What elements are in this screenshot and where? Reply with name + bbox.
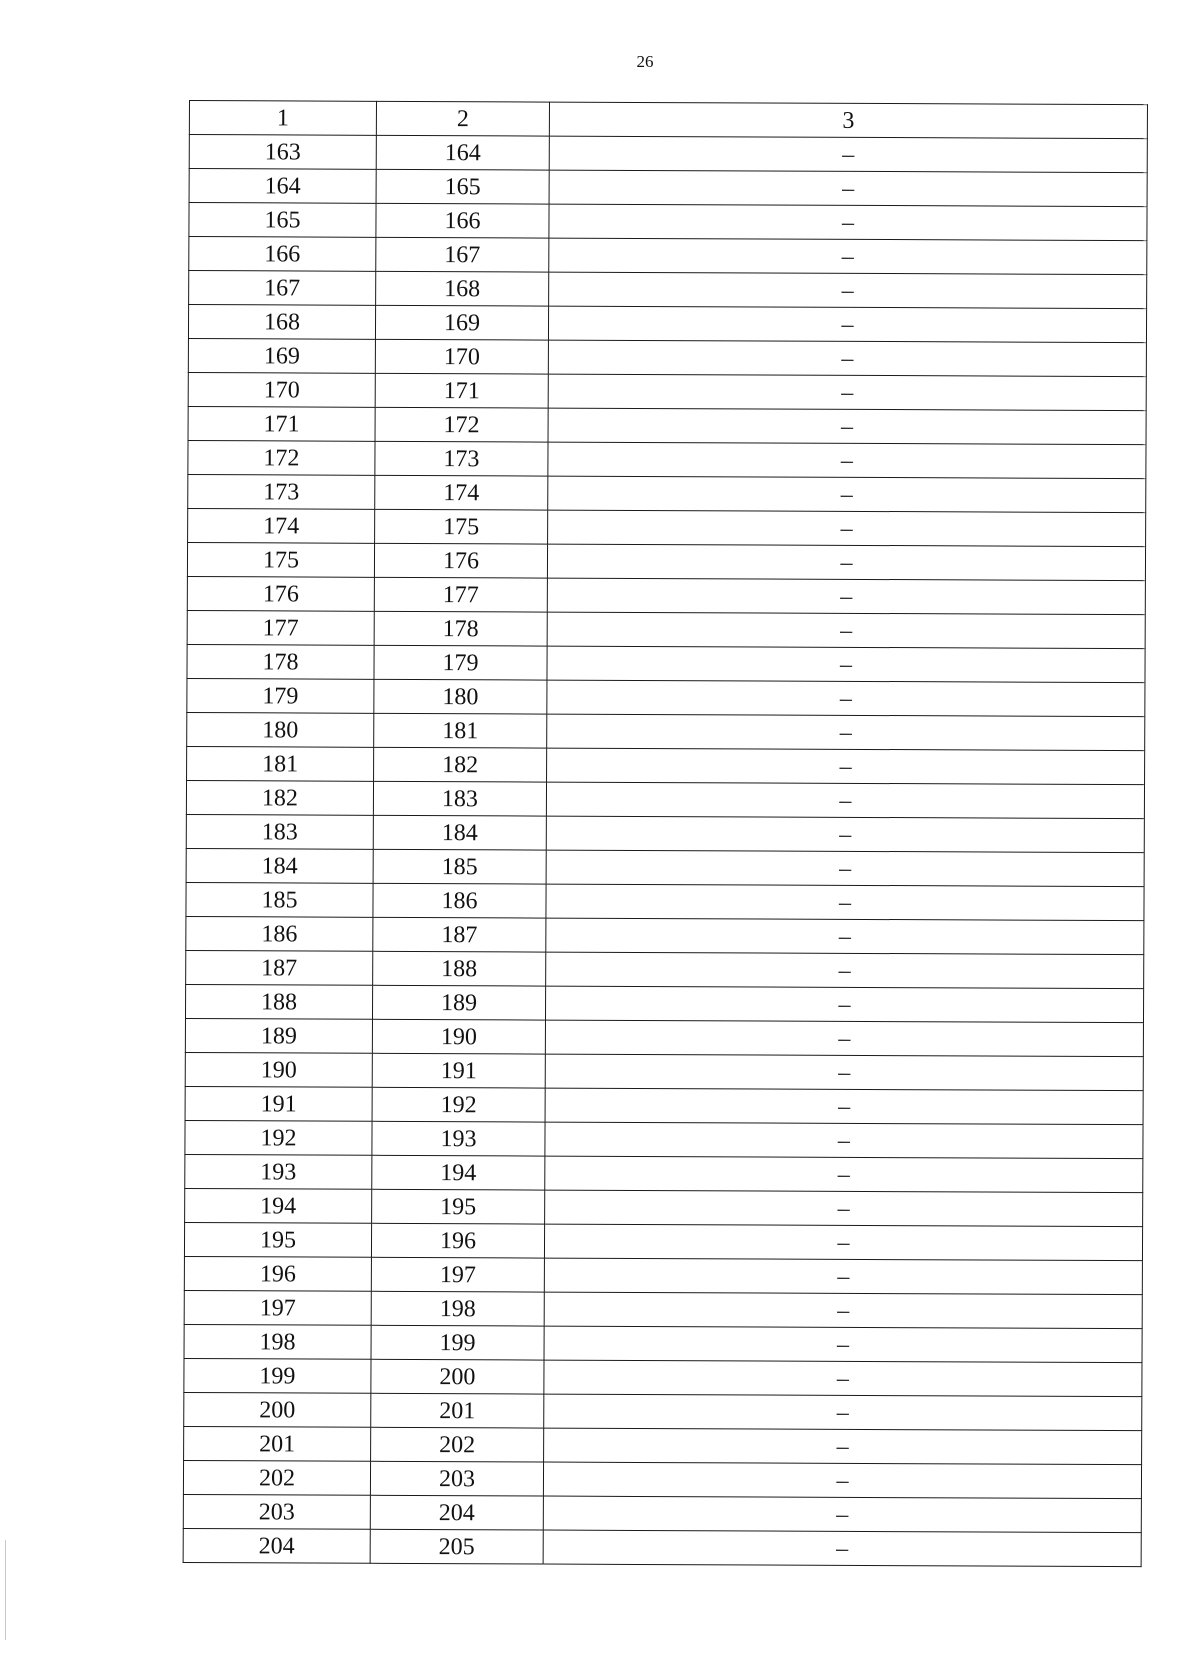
table-row bbox=[187, 746, 1145, 784]
table-cell-col-2: 168 bbox=[376, 271, 549, 306]
table-cell-col-1: 164 bbox=[189, 169, 376, 204]
table-cell-col-3: – bbox=[544, 1394, 1142, 1431]
table-cell-col-3: – bbox=[548, 306, 1146, 343]
table-cell-col-2: 198 bbox=[371, 1291, 544, 1326]
data-table bbox=[183, 100, 1148, 1567]
table-row bbox=[189, 135, 1147, 173]
table-cell-col-3: – bbox=[543, 1530, 1141, 1567]
table-cell-col-2: 169 bbox=[375, 305, 548, 340]
table-cell-col-2: 183 bbox=[373, 781, 546, 816]
table-cell-col-1: 193 bbox=[185, 1154, 372, 1189]
table-cell-col-3: – bbox=[543, 1496, 1141, 1533]
table-row bbox=[187, 678, 1145, 716]
table-cell-col-3: – bbox=[544, 1224, 1142, 1261]
table-row bbox=[184, 1358, 1142, 1396]
table-cell-col-1: 192 bbox=[185, 1120, 372, 1155]
table-row bbox=[188, 305, 1146, 343]
table-cell-col-2: 201 bbox=[371, 1393, 544, 1428]
table-cell-col-3: – bbox=[545, 1122, 1143, 1159]
table-row bbox=[186, 882, 1144, 920]
table-row bbox=[184, 1324, 1142, 1362]
table-cell-col-3: – bbox=[544, 1292, 1142, 1329]
table-cell-col-1: 186 bbox=[186, 916, 373, 951]
column-header-3: 3 bbox=[549, 102, 1147, 139]
table-cell-col-2: 196 bbox=[371, 1223, 544, 1258]
table-cell-col-3: – bbox=[544, 1326, 1142, 1363]
table-cell-col-2: 167 bbox=[376, 237, 549, 272]
table-cell-col-1: 172 bbox=[188, 440, 375, 475]
table-cell-col-1: 184 bbox=[186, 848, 373, 883]
table-cell-col-1: 197 bbox=[184, 1290, 371, 1325]
table-cell-col-2: 188 bbox=[373, 951, 546, 986]
table-cell-col-3: – bbox=[545, 1156, 1143, 1193]
table-cell-col-2: 202 bbox=[371, 1427, 544, 1462]
table-cell-col-2: 166 bbox=[376, 203, 549, 238]
table-cell-col-1: 171 bbox=[188, 406, 375, 441]
table-cell-col-1: 189 bbox=[185, 1018, 372, 1053]
table-row bbox=[186, 814, 1144, 852]
table-cell-col-3: – bbox=[546, 884, 1144, 921]
table-cell-col-3: – bbox=[549, 170, 1147, 207]
table-cell-col-3: – bbox=[547, 612, 1145, 649]
table-cell-col-2: 185 bbox=[373, 849, 546, 884]
table-row bbox=[184, 1392, 1142, 1430]
table-cell-col-2: 184 bbox=[373, 815, 546, 850]
header-row bbox=[189, 101, 1147, 139]
table-cell-col-2: 172 bbox=[375, 407, 548, 442]
table-cell-col-1: 198 bbox=[184, 1324, 371, 1359]
table-cell-col-1: 168 bbox=[188, 305, 375, 340]
table-row bbox=[185, 984, 1143, 1022]
table-cell-col-1: 169 bbox=[188, 338, 375, 373]
table-row bbox=[185, 1018, 1143, 1056]
table-cell-col-1: 190 bbox=[185, 1052, 372, 1087]
table-cell-col-2: 205 bbox=[370, 1529, 543, 1564]
table-cell-col-2: 204 bbox=[370, 1495, 543, 1530]
table-row bbox=[184, 1256, 1142, 1294]
table-cell-col-3: – bbox=[548, 408, 1146, 445]
table-body bbox=[183, 135, 1147, 1567]
table-row bbox=[188, 338, 1146, 376]
table-row bbox=[183, 1460, 1141, 1498]
table-cell-col-2: 170 bbox=[375, 339, 548, 374]
table-cell-col-3: – bbox=[549, 272, 1147, 309]
table-cell-col-3: – bbox=[544, 1428, 1142, 1465]
table-cell-col-3: – bbox=[549, 136, 1147, 173]
table-cell-col-2: 181 bbox=[374, 713, 547, 748]
table-row bbox=[187, 542, 1145, 580]
table-row bbox=[187, 644, 1145, 682]
table-cell-col-3: – bbox=[546, 816, 1144, 853]
table-cell-col-2: 174 bbox=[375, 475, 548, 510]
table-cell-col-1: 187 bbox=[186, 950, 373, 985]
table-cell-col-3: – bbox=[548, 510, 1146, 547]
table-cell-col-2: 186 bbox=[373, 883, 546, 918]
table-row bbox=[187, 610, 1145, 648]
table-cell-col-3: – bbox=[545, 1190, 1143, 1227]
table-row bbox=[183, 1528, 1141, 1566]
table-cell-col-1: 200 bbox=[184, 1392, 371, 1427]
table-cell-col-2: 194 bbox=[372, 1155, 545, 1190]
table-cell-col-2: 200 bbox=[371, 1359, 544, 1394]
table-cell-col-3: – bbox=[548, 442, 1146, 479]
table-cell-col-1: 180 bbox=[187, 712, 374, 747]
table-cell-col-3: – bbox=[548, 340, 1146, 377]
table-cell-col-2: 182 bbox=[374, 747, 547, 782]
table-row bbox=[188, 440, 1146, 478]
table-cell-col-1: 179 bbox=[187, 678, 374, 713]
table-cell-col-2: 179 bbox=[374, 645, 547, 680]
table-cell-col-3: – bbox=[548, 476, 1146, 513]
table-cell-col-3: – bbox=[547, 748, 1145, 785]
table-cell-col-1: 202 bbox=[183, 1460, 370, 1495]
table-cell-col-1: 195 bbox=[184, 1222, 371, 1257]
table-cell-col-1: 177 bbox=[187, 610, 374, 645]
table-row bbox=[189, 271, 1147, 309]
table-row bbox=[188, 508, 1146, 546]
table-cell-col-3: – bbox=[548, 374, 1146, 411]
table-cell-col-3: – bbox=[546, 850, 1144, 887]
table-row bbox=[187, 576, 1145, 614]
table-row bbox=[187, 712, 1145, 750]
table-cell-col-2: 173 bbox=[375, 441, 548, 476]
table-cell-col-1: 182 bbox=[186, 780, 373, 815]
table-row bbox=[186, 780, 1144, 818]
table-cell-col-2: 193 bbox=[372, 1121, 545, 1156]
table-cell-col-1: 176 bbox=[187, 576, 374, 611]
table-cell-col-3: – bbox=[547, 578, 1145, 615]
table-header bbox=[189, 101, 1147, 139]
column-header-2: 2 bbox=[376, 101, 549, 136]
table-row bbox=[185, 1120, 1143, 1158]
table-cell-col-2: 199 bbox=[371, 1325, 544, 1360]
table-cell-col-1: 178 bbox=[187, 644, 374, 679]
table-cell-col-1: 199 bbox=[184, 1358, 371, 1393]
table-cell-col-3: – bbox=[543, 1462, 1141, 1499]
table-cell-col-2: 192 bbox=[372, 1087, 545, 1122]
table-cell-col-3: – bbox=[546, 952, 1144, 989]
table-cell-col-2: 175 bbox=[375, 509, 548, 544]
table-row bbox=[189, 203, 1147, 241]
table-cell-col-1: 201 bbox=[184, 1426, 371, 1461]
table-cell-col-2: 177 bbox=[374, 577, 547, 612]
table-cell-col-3: – bbox=[547, 646, 1145, 683]
table-cell-col-2: 176 bbox=[374, 543, 547, 578]
table-row bbox=[185, 1086, 1143, 1124]
table-cell-col-1: 191 bbox=[185, 1086, 372, 1121]
table-cell-col-2: 195 bbox=[372, 1189, 545, 1224]
table-cell-col-1: 174 bbox=[188, 508, 375, 543]
table-cell-col-1: 163 bbox=[189, 135, 376, 170]
table-row bbox=[189, 237, 1147, 275]
scan-edge-mark bbox=[5, 1540, 6, 1640]
table-cell-col-2: 187 bbox=[373, 917, 546, 952]
table-cell-col-3: – bbox=[546, 918, 1144, 955]
table-cell-col-3: – bbox=[547, 714, 1145, 751]
table-cell-col-2: 191 bbox=[372, 1053, 545, 1088]
table-cell-col-1: 170 bbox=[188, 372, 375, 407]
table-row bbox=[185, 1052, 1143, 1090]
table-cell-col-2: 190 bbox=[372, 1019, 545, 1054]
table-cell-col-1: 183 bbox=[186, 814, 373, 849]
table-row bbox=[184, 1290, 1142, 1328]
table-row bbox=[184, 1222, 1142, 1260]
table-cell-col-2: 180 bbox=[374, 679, 547, 714]
table-cell-col-3: – bbox=[544, 1360, 1142, 1397]
table-cell-col-1: 167 bbox=[189, 271, 376, 306]
table-cell-col-1: 173 bbox=[188, 474, 375, 509]
table-cell-col-2: 164 bbox=[376, 135, 549, 170]
table-cell-col-1: 181 bbox=[187, 746, 374, 781]
page-number: 26 bbox=[636, 52, 654, 71]
table-row bbox=[183, 1494, 1141, 1532]
table-row bbox=[188, 406, 1146, 444]
table-cell-col-1: 188 bbox=[185, 984, 372, 1019]
table-cell-col-1: 194 bbox=[185, 1188, 372, 1223]
table-row bbox=[184, 1426, 1142, 1464]
table-cell-col-1: 185 bbox=[186, 882, 373, 917]
table-cell-col-3: – bbox=[545, 1020, 1143, 1057]
table-cell-col-3: – bbox=[547, 680, 1145, 717]
table-cell-col-1: 166 bbox=[189, 237, 376, 272]
table-cell-col-1: 175 bbox=[187, 542, 374, 577]
table-row bbox=[188, 372, 1146, 410]
table-cell-col-2: 189 bbox=[372, 985, 545, 1020]
table-cell-col-3: – bbox=[547, 544, 1145, 581]
table-row bbox=[185, 1154, 1143, 1192]
table-cell-col-2: 171 bbox=[375, 373, 548, 408]
table-cell-col-1: 196 bbox=[184, 1256, 371, 1291]
table-cell-col-2: 197 bbox=[371, 1257, 544, 1292]
table-row bbox=[186, 916, 1144, 954]
table-row bbox=[189, 169, 1147, 207]
table-cell-col-2: 178 bbox=[374, 611, 547, 646]
table-row bbox=[186, 848, 1144, 886]
table-cell-col-1: 204 bbox=[183, 1528, 370, 1563]
table-row bbox=[188, 474, 1146, 512]
table-cell-col-3: – bbox=[544, 1258, 1142, 1295]
table-row bbox=[185, 1188, 1143, 1226]
table-row bbox=[186, 950, 1144, 988]
table-cell-col-3: – bbox=[549, 238, 1147, 275]
table-cell-col-2: 203 bbox=[370, 1461, 543, 1496]
table-cell-col-1: 203 bbox=[183, 1494, 370, 1529]
table-cell-col-3: – bbox=[545, 986, 1143, 1023]
table-cell-col-3: – bbox=[546, 782, 1144, 819]
table-cell-col-3: – bbox=[545, 1054, 1143, 1091]
table-cell-col-1: 165 bbox=[189, 203, 376, 238]
table-cell-col-2: 165 bbox=[376, 169, 549, 204]
column-header-1: 1 bbox=[189, 101, 376, 136]
table-cell-col-3: – bbox=[549, 204, 1147, 241]
table-cell-col-3: – bbox=[545, 1088, 1143, 1125]
